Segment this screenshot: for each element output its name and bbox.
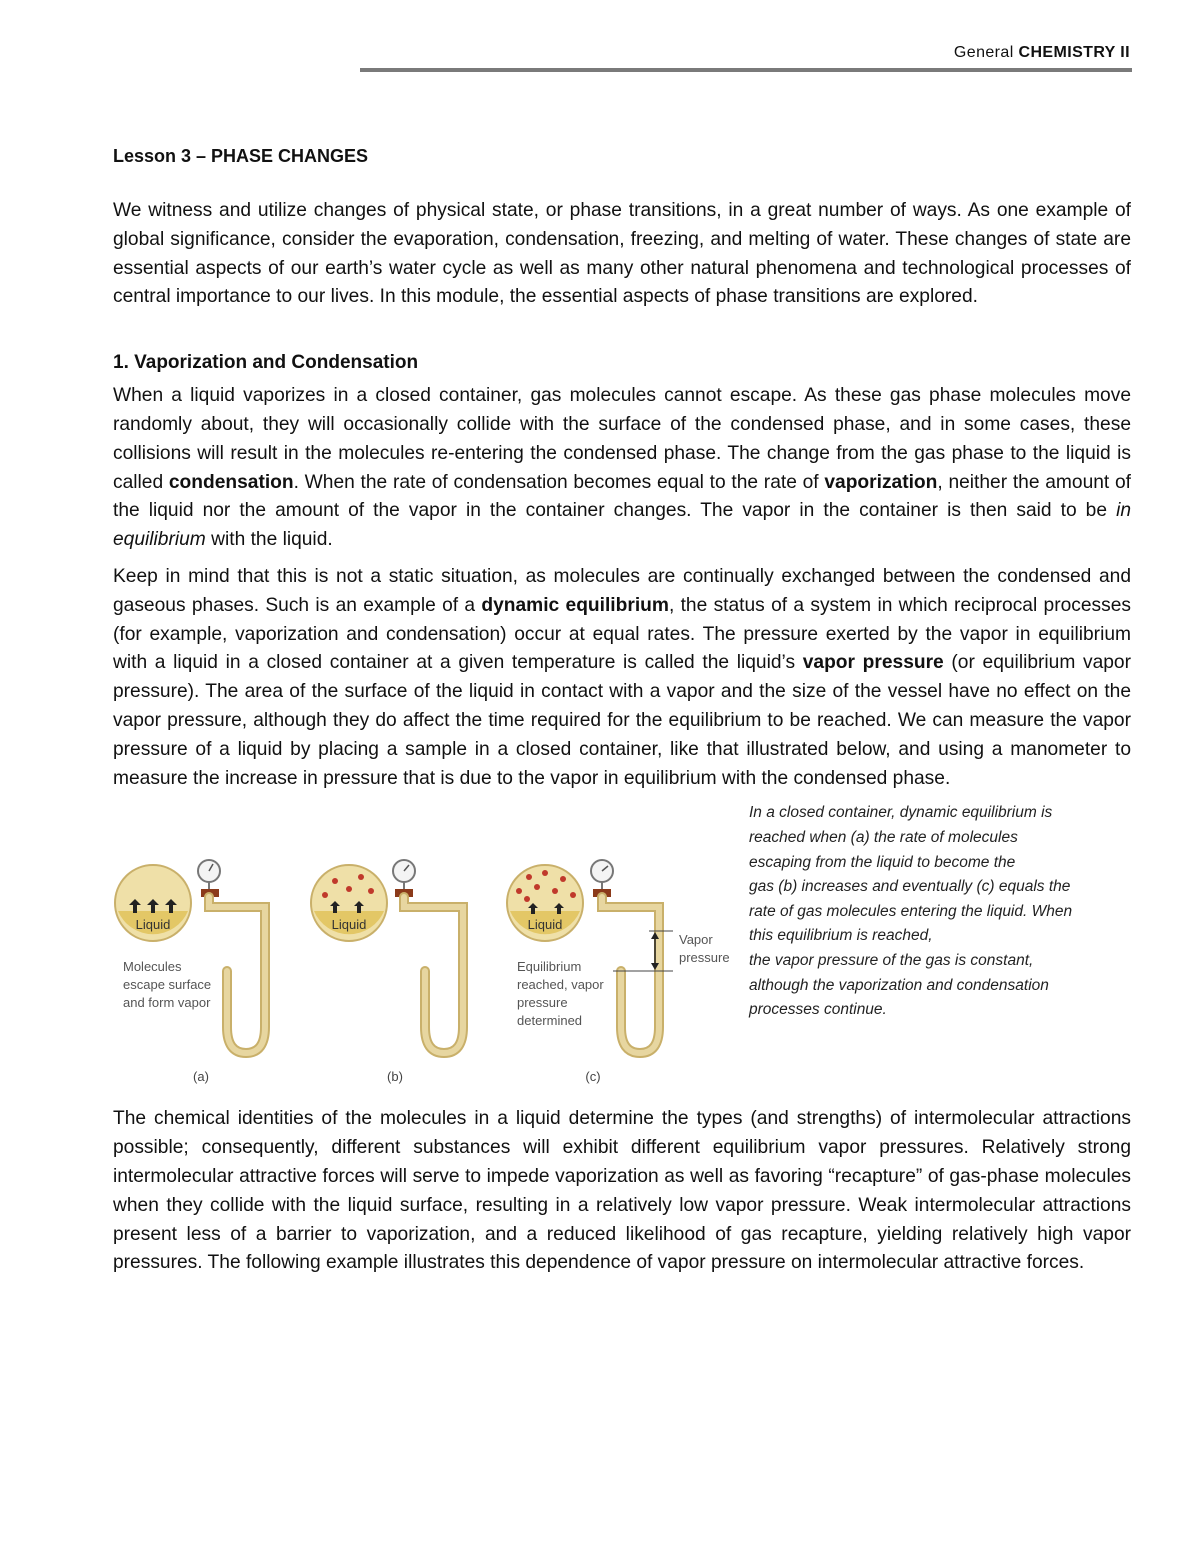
term-vapor-pressure: vapor pressure [802, 652, 944, 674]
panel-a-text: Molecules escape surface and form vapor [123, 959, 212, 1011]
panel-c-label: (c) [585, 1069, 601, 1085]
panel-a-label: (a) [193, 1069, 209, 1085]
header-prefix: General [953, 44, 1014, 61]
term-condensation: condensation [168, 471, 294, 493]
term-dynamic-equilibrium: dynamic equilibrium [481, 594, 669, 616]
term-in-equilibrium: in equilibrium [113, 500, 1131, 551]
panel-b-label: (b) [387, 1069, 403, 1085]
panel-c-text: Equilibrium reached, vapor pressure determined [517, 959, 604, 1029]
lesson-title: Lesson 3 – PHASE CHANGES [113, 146, 369, 166]
molecule-arrows [129, 899, 177, 913]
liquid-label: Liquid [527, 917, 563, 933]
document-body [113, 146, 1131, 1278]
panel-b [311, 860, 463, 1084]
paragraph-dynamic-equilibrium: Keep in mind that this is not a static situation, as molecules are continually exchanged between the condensed and gaseous phases. Such is an example of a dynamic equilibrium, the status of a system in which reciprocal processes (for example, vaporization and condensation) occur at equal rates. The pressure exerted by the vapor in equilibrium with a liquid in a closed container at a given temperature is called the liquid’s vapor pressure (or equilibrium vapor pressure). The area of the surface of the liquid in contact with a vapor and the size of the vessel have no effect on the vapor pressure, although they do affect the time required for the equilibrium to be reached. We can measure the vapor pressure of a liquid by placing a sample in a closed container, like that illustrated below, and using a manometer to measure the increase in pressure that is due to the vapor in equilibrium with the condensed phase. [113, 565, 1131, 789]
liquid-label: Liquid [135, 917, 171, 933]
figure-row [113, 801, 1131, 1093]
paragraph-condensation: When a liquid vaporizes in a closed container, gas molecules cannot escape. As these gas phase molecules move randomly about, they will occasionally collide with the surface of the condensed phase, and in some cases, these collisions will result in the molecules re-entering the condensed phase. The change from the gas phase to the liquid is called condensation. When the rate of condensation becomes equal to the rate of vaporization, neither the amount of the liquid nor the amount of the vapor in the container changes. The vapor in the container is then said to be in equilibrium with the liquid. [113, 385, 1132, 551]
intro-paragraph: We witness and utilize changes of physical state, or phase transitions, in a great number of ways. As one example of global significance, consider the evaporation, condensation, freezing, and melting of water. These changes of state are essential aspects of our earth’s water cycle as well as many other natural phenomena and technological processes of central importance to our lives. In this module, the essential aspects of phase transitions are explored. [113, 200, 1131, 308]
closing-paragraph: The chemical identities of the molecules in a liquid determine the types (and strengths) of intermolecular attractions possible; consequently, different substances will exhibit different equilibrium vapor pressures. Relatively strong intermolecular attractive forces will serve to impede vaporization as well as favoring “recapture” of gas-phase molecules when they collide with the liquid surface, resulting in a relatively low vapor pressure. Weak intermolecular attractions present less of a barrier to vaporization, and a reduced likelihood of gas recapture, yielding relatively high vapor pressures. The following example illustrates this dependence of vapor pressure on intermolecular attractive forces. [113, 1108, 1131, 1274]
panel-a [115, 860, 265, 1084]
vapor-pressure-label: Vapor pressure [679, 932, 730, 966]
term-vaporization: vaporization [824, 471, 938, 493]
page-header [954, 44, 1130, 62]
vapor-pressure-figure [113, 843, 735, 1089]
header-rule [360, 68, 1132, 72]
section-heading: 1. Vaporization and Condensation [113, 352, 419, 374]
panel-c [507, 860, 730, 1084]
liquid-label: Liquid [331, 917, 367, 933]
figure-caption: In a closed container, dynamic equilibrium is reached when (a) the rate of molecules escaping from the liquid to become the gas (b) increases and eventually (c) equals the rate of gas molecules entering the liquid. When this equilibrium is reached, the vapor pressure of the gas is constant, although the vaporization and condensation processes continue. [749, 804, 1073, 1019]
header-subject: CHEMISTRY II [1018, 44, 1130, 61]
